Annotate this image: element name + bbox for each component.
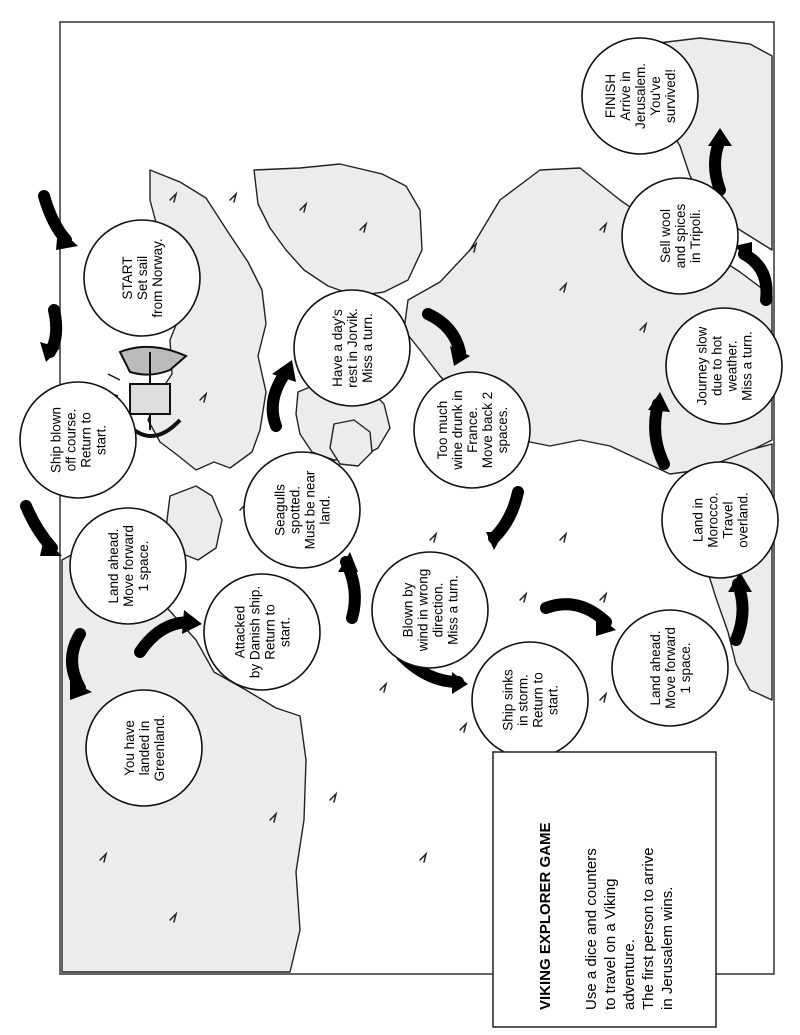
space-text-line: Arrive in [618, 71, 633, 121]
space-text-line: start. [277, 616, 293, 648]
space-text-line: wine drunk in [450, 390, 465, 470]
space-text-line: overland. [735, 492, 751, 548]
board-space-morocco [662, 462, 778, 578]
board-space-finish [582, 38, 698, 154]
space-text-line: Jerusalem. [633, 62, 648, 130]
space-text-line: by Danish ship. [247, 585, 263, 679]
space-text-line: Move forward [663, 627, 678, 709]
board-space-tripoli [622, 178, 738, 294]
space-text-line: Blown by [400, 582, 416, 638]
info-title: VIKING EXPLORER GAME [537, 822, 554, 1010]
board-space-land-ahead-2 [612, 610, 728, 726]
arrow [736, 584, 743, 640]
space-text-line: Set sail [135, 255, 150, 301]
space-text-line: 1 space. [136, 540, 151, 592]
space-text-line: 1 space. [678, 642, 693, 694]
board-space-journey-slow [666, 308, 782, 424]
space-text-line: Return to [262, 604, 278, 660]
space-text-line: Attacked [232, 605, 248, 659]
board-space-ship-blown [20, 382, 136, 498]
space-text-line: Seagulls [272, 484, 288, 536]
space-text-line: START [120, 256, 135, 300]
space-text-line: Land in [690, 497, 706, 543]
space-text-line: Miss a turn. [739, 331, 755, 401]
space-text-line: land. [317, 495, 333, 525]
board-space-land-ahead-1 [70, 508, 186, 624]
space-text-line: start. [545, 684, 561, 716]
space-text-line: Travel [720, 501, 736, 539]
space-text-line: Move back 2 [480, 391, 495, 469]
space-text-line: You've [648, 76, 663, 116]
board-space-blown-wind [372, 552, 488, 668]
space-text-line: in Tripoli. [688, 208, 703, 264]
arrow [26, 506, 52, 548]
space-text-line: You have [122, 720, 137, 776]
board-space-jorvik [294, 290, 410, 406]
board-space-attacked [204, 574, 320, 690]
info-rule-line: Use a dice and counters [583, 848, 600, 1010]
space-text-line: spotted. [287, 485, 303, 535]
space-text-line: Too much [435, 400, 450, 460]
space-text-line: Greenland. [152, 714, 167, 782]
board-space-seagulls [244, 452, 360, 568]
space-text-line: survived! [663, 68, 678, 124]
space-text-line: Miss a turn. [360, 313, 375, 383]
space-text-line: weather. [724, 340, 740, 392]
space-text-line: Sell wool [658, 208, 673, 264]
space-text-line: Return to [530, 672, 546, 728]
space-text-line: from Norway. [150, 238, 165, 318]
space-text-line: Return to [78, 412, 94, 468]
board-space-greenland [86, 690, 202, 806]
space-text-line: Land ahead. [106, 528, 121, 604]
space-text-line: start. [93, 424, 109, 456]
space-text-line: Morocco. [705, 492, 721, 548]
info-rule-line: adventure. [621, 939, 638, 1010]
space-text-line: in storm. [515, 674, 531, 726]
space-text-line: spaces. [495, 406, 510, 454]
info-box [493, 752, 716, 1027]
board-space-france [414, 372, 530, 488]
space-text-line: Journey slow [694, 326, 710, 406]
space-text-line: Ship sinks [500, 669, 516, 731]
space-text-line: Land ahead. [648, 630, 663, 706]
space-text-line: and spices [673, 203, 688, 269]
space-text-line: wind in wrong [415, 568, 431, 652]
space-text-line: Have a day's [330, 309, 345, 387]
space-text-line: Ship blown [48, 406, 64, 474]
space-text-line: FINISH [603, 73, 618, 119]
space-text-line: Must be near [302, 470, 318, 550]
board-space-start [84, 220, 200, 336]
space-text-line: landed in [137, 720, 152, 776]
info-rule-line: in Jerusalem wins. [659, 886, 676, 1010]
space-text-line: due to hot [709, 335, 725, 397]
arrow [715, 140, 720, 190]
info-rule-line: to travel on a Viking [602, 878, 619, 1010]
space-text-line: Miss a turn. [445, 575, 461, 645]
space-text-line: Move forward [121, 525, 136, 607]
space-text-line: direction. [430, 582, 446, 638]
board-space-ship-sinks [472, 642, 588, 758]
space-text-line: off course. [63, 408, 79, 472]
space-text-line: rest in Jorvik. [345, 308, 360, 388]
info-rule-line: The first person to arrive [640, 847, 657, 1010]
space-text-line: France. [465, 407, 480, 453]
